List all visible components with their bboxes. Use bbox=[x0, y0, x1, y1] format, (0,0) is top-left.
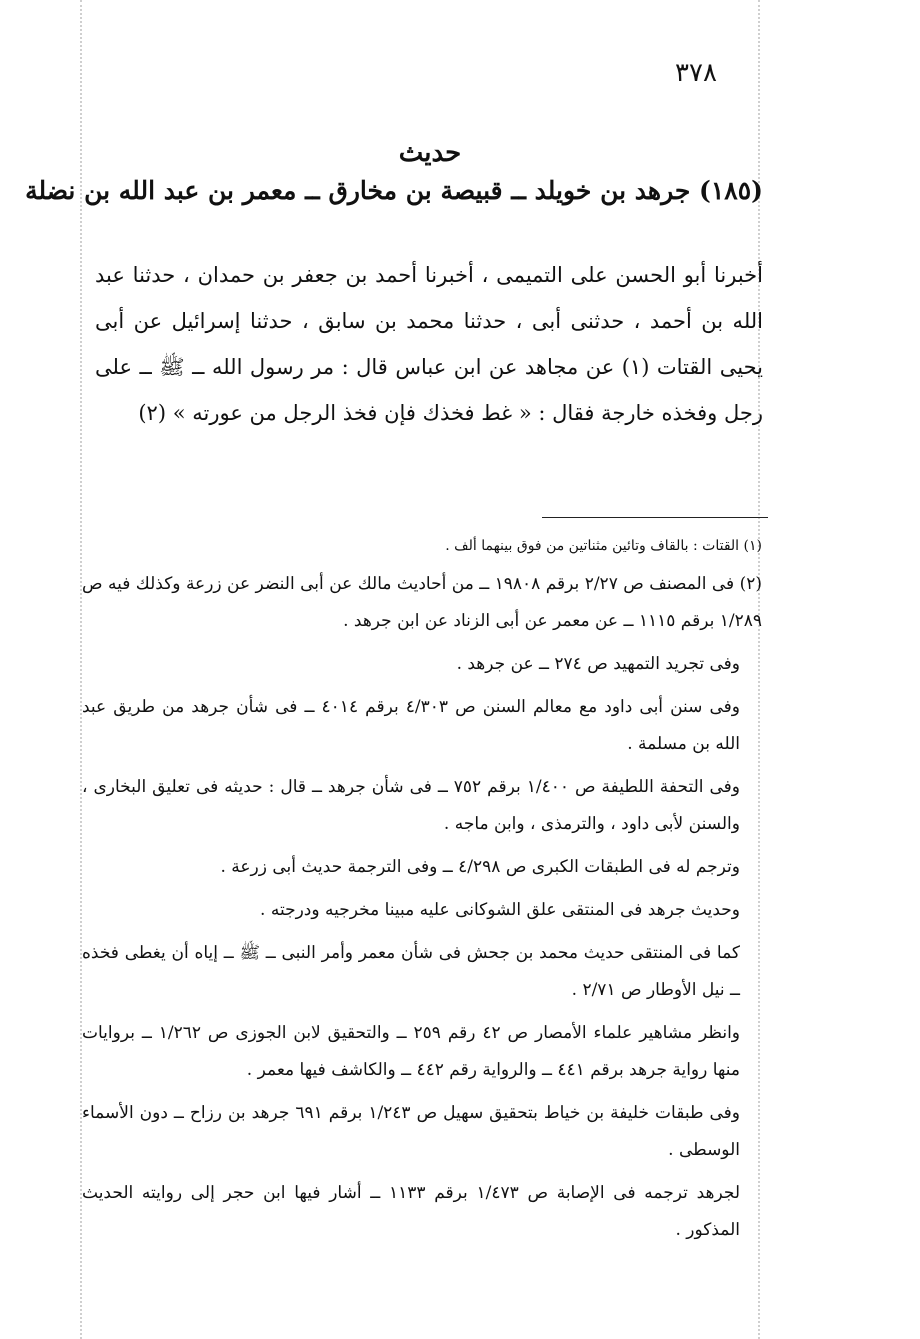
footnote-line: كما فى المنتقى حديث محمد بن جحش فى شأن معمر وأمر النبى ــ ﷺ ــ إياه أن يغطى فخذه ــ نيل الأوطار ص ٢/٧١ . bbox=[82, 943, 740, 1000]
page-number: ٣٧٨ bbox=[675, 58, 717, 88]
hadith-text: أخبرنا أبو الحسن على التميمى ، أخبرنا أحمد بن جعفر بن حمدان ، حدثنا عبد الله بن أحمد ، حدثنى أبى ، حدثنا محمد بن سابق ، حدثنا إسرائيل عن أبى يحيى القتات (١) عن مجاهد عن ابن عباس قال : مر رسول الله ــ ﷺ ــ على رجل وفخذه خارجة فقال : « غط فخذك فإن فخذ الرجل من عورته » (٢) bbox=[95, 263, 763, 425]
footnote-line: لجرهد ترجمه فى الإصابة ص ١/٤٧٣ برقم ١١٣٣ ــ أشار فيها ابن حجر إلى روايته الحديث المذكور . bbox=[82, 1183, 741, 1240]
footnote-separator bbox=[542, 517, 768, 518]
footnote-line: وفى سنن أبى داود مع معالم السنن ص ٤/٣٠٣ برقم ٤٠١٤ ــ فى شأن جرهد من طريق عبد الله بن مسلمة . bbox=[82, 697, 740, 754]
footnote-line: وحديث جرهد فى المنتقى علق الشوكانى عليه مبينا مخرجيه ودرجته . bbox=[260, 900, 740, 920]
footnotes bbox=[82, 532, 762, 1255]
footnote-line: وترجم له فى الطبقات الكبرى ص ٤/٢٩٨ ــ وفى الترجمة حديث أبى زرعة . bbox=[220, 857, 740, 877]
footnote-line: وفى التحفة اللطيفة ص ١/٤٠٠ برقم ٧٥٢ ــ فى شأن جرهد ــ قال : حديثه فى تعليق البخارى ، والسنن لأبى داود ، والترمذى ، وابن ماجه . bbox=[82, 777, 740, 834]
footnote-line: وفى تجريد التمهيد ص ٢٧٤ ــ عن جرهد . bbox=[456, 654, 740, 674]
footnote-1: (١) القتات : بالقاف وتائين مثناتين من فوق بينهما ألف . bbox=[445, 538, 762, 554]
entry-title: (١٨٥) جرهد بن خويلد ــ قبيصة بن مخارق ــ معمر بن عبد الله بن نضلة bbox=[25, 176, 763, 205]
footnote-line: وانظر مشاهير علماء الأمصار ص ٤٢ رقم ٢٥٩ ــ والتحقيق لابن الجوزى ص ١/٢٦٢ ــ بروايات منها رواية جرهد برقم ٤٤١ ــ والرواية رقم ٤٤٢ ــ والكاشف فيها معمر . bbox=[82, 1023, 740, 1080]
footnote-2: (٢) فى المصنف ص ٢/٢٧ برقم ١٩٨٠٨ ــ من أحاديث مالك عن أبى النضر عن زرعة وكذلك فيه ص ١/٢٨٩ برقم ١١١٥ ــ عن معمر عن أبى الزناد عن ابن جرهد . bbox=[82, 574, 763, 631]
footnote-line: وفى طبقات خليفة بن خياط بتحقيق سهيل ص ١/٢٤٣ برقم ٦٩١ جرهد بن رزاح ــ دون الأسماء الوسطى . bbox=[82, 1103, 740, 1160]
section-heading: حديث bbox=[398, 138, 462, 168]
